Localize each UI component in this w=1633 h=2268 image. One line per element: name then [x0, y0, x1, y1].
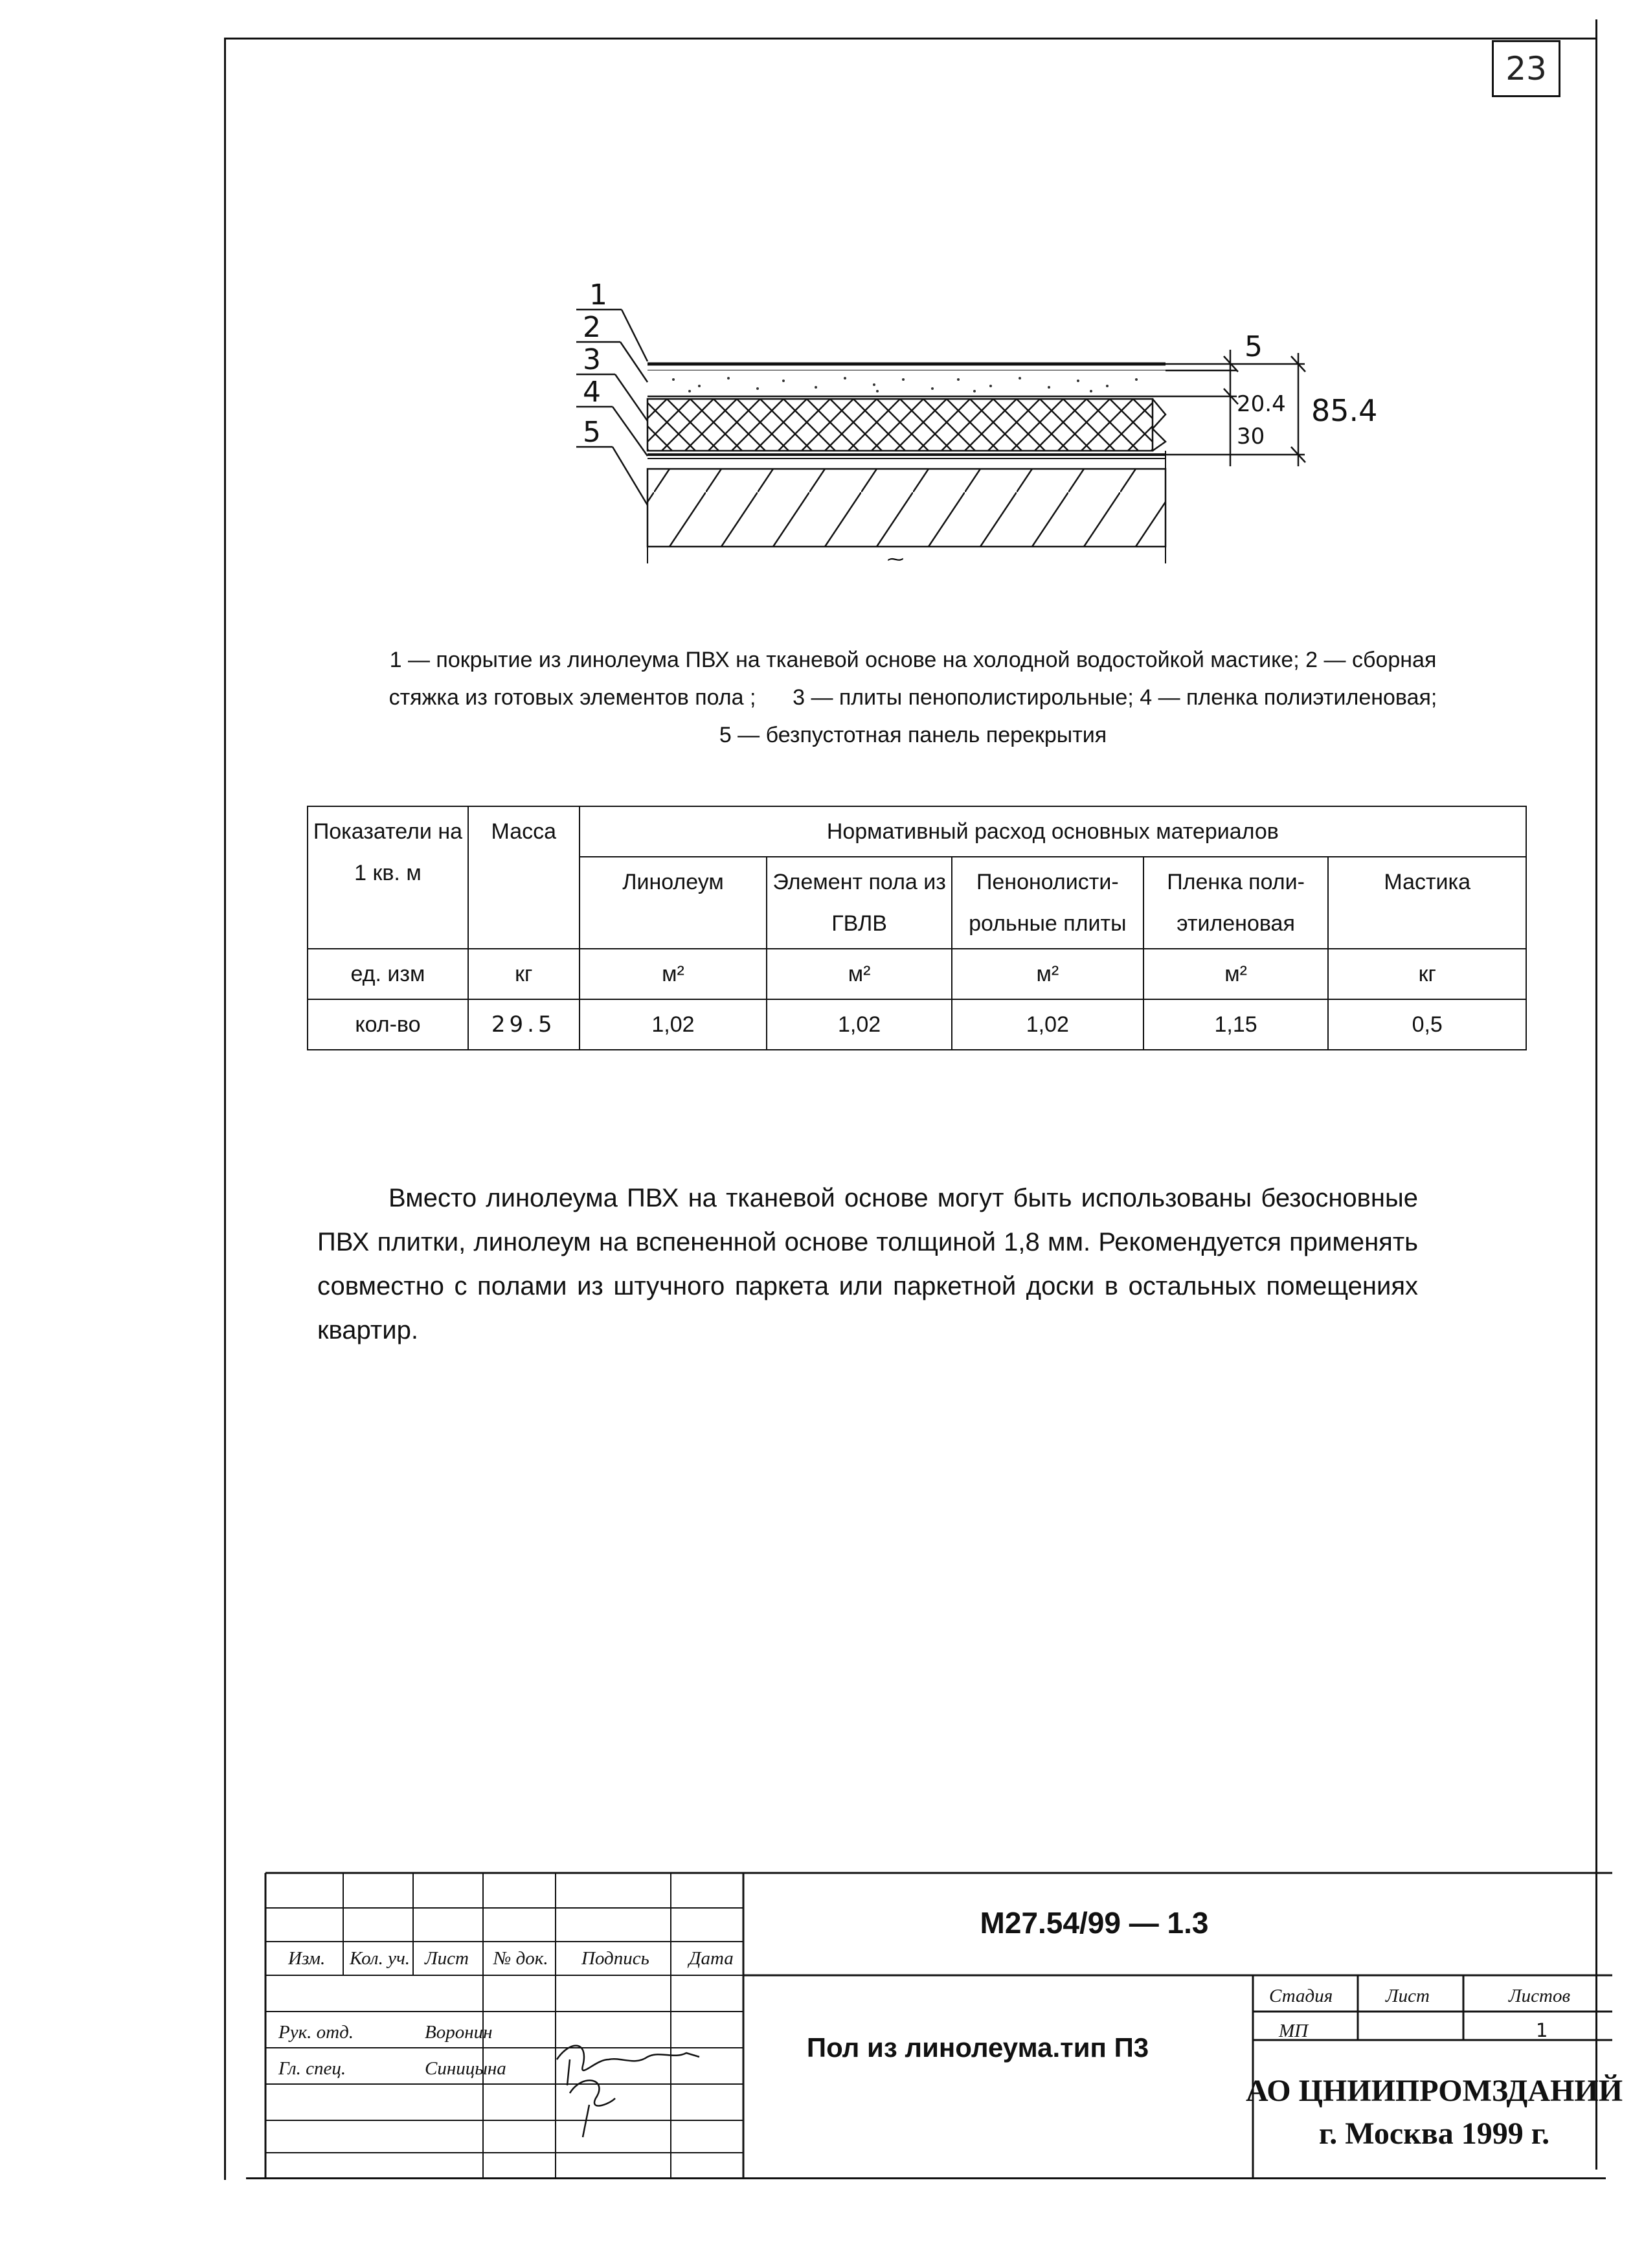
header-material: Пенонолисти-рольные плиты — [952, 857, 1143, 949]
tb-sheets-header: Листов — [1509, 1986, 1571, 2006]
callout-2: 2 — [583, 311, 601, 344]
signature-marks — [557, 2046, 699, 2137]
tb-role-chief: Гл. спец. — [278, 2058, 346, 2079]
frame-right — [1595, 19, 1597, 2170]
header-material: Пленка поли-этиленовая — [1143, 857, 1329, 949]
header-material: Линолеум — [580, 857, 767, 949]
dim-screed: 20.4 — [1237, 391, 1286, 417]
tb-role-head: Рук. отд. — [278, 2022, 354, 2043]
unit-cell: м² — [767, 949, 952, 999]
unit-cell: м² — [580, 949, 767, 999]
tb-header-izm: Изм. — [288, 1948, 326, 1969]
dim-top-layer: 5 — [1244, 330, 1263, 363]
tb-stage-header: Стадия — [1269, 1986, 1333, 2006]
unit-cell: м² — [952, 949, 1143, 999]
floor-section-drawing — [550, 259, 1457, 570]
header-mass: Масса — [468, 806, 580, 949]
document-title: Пол из линолеума.тип П3 — [806, 2032, 1149, 2063]
qty-cell: 0,5 — [1328, 999, 1526, 1050]
dim-insulation: 30 — [1237, 424, 1265, 449]
tb-header-date: Дата — [689, 1948, 734, 1969]
document-code: М27.54/99 — 1.3 — [980, 1906, 1209, 1940]
material-consumption-table — [307, 806, 1527, 1050]
layer-screed — [648, 370, 1166, 396]
note-paragraph: Вместо линолеума ПВХ на тканевой основе могут быть использованы безосновные ПВХ плитки, линолеум на вспененной основе толщиной 1,8 мм. Рекомендуется применять совместно с полами из штучного паркета или паркетной доски в остальных помещениях квартир. — [317, 1184, 1418, 1344]
qty-cell: 1,02 — [580, 999, 767, 1050]
header-group: Нормативный расход основных материалов — [580, 806, 1526, 857]
units-label: ед. изм — [308, 949, 468, 999]
tb-header-doc: № док. — [493, 1948, 548, 1969]
qty-label: кол-во — [308, 999, 468, 1050]
tb-header-sign: Подпись — [581, 1948, 649, 1969]
tb-header-kol: Кол. уч. — [350, 1948, 411, 1969]
frame-top — [224, 38, 1597, 40]
tb-name-sinitsyna: Синицына — [425, 2058, 506, 2079]
svg-text:⁓: ⁓ — [887, 549, 904, 569]
header-material: Мастика — [1328, 857, 1526, 949]
dim-total: 85.4 — [1311, 393, 1378, 428]
callout-5: 5 — [583, 416, 601, 449]
org-city-year: г. Москва 1999 г. — [1318, 2116, 1550, 2151]
qty-cell: 1,15 — [1143, 999, 1329, 1050]
tb-header-list: Лист — [425, 1948, 469, 1969]
tb-sheets-value: 1 — [1536, 2019, 1548, 2041]
organization — [1243, 2070, 1625, 2155]
frame-left — [224, 38, 226, 2180]
qty-cell: 1,02 — [952, 999, 1143, 1050]
callout-1: 1 — [589, 278, 607, 312]
unit-cell: кг — [1328, 949, 1526, 999]
mass-unit: кг — [468, 949, 580, 999]
unit-cell: м² — [1143, 949, 1329, 999]
org-name: АО ЦНИИПРОМЗДАНИЙ — [1245, 2074, 1623, 2108]
drawing-legend — [311, 641, 1515, 754]
header-indicators: Показатели на 1 кв. м — [308, 806, 468, 949]
callout-3: 3 — [583, 343, 601, 376]
layer-slab — [648, 469, 1166, 547]
layer-insulation — [648, 399, 1153, 451]
legend-line-3: 5 — безпустотная панель перекрытия — [719, 723, 1107, 747]
tb-sheet-header: Лист — [1386, 1986, 1430, 2006]
legend-line-2: стяжка из готовых элементов пола ; 3 — плиты пенополистирольные; 4 — пленка полиэтиленовая; — [389, 685, 1437, 710]
mass-value: 29.5 — [468, 999, 580, 1050]
qty-cell: 1,02 — [767, 999, 952, 1050]
tb-name-voronin: Воронин — [425, 2022, 493, 2043]
callout-4: 4 — [583, 376, 601, 409]
page-number: 23 — [1492, 40, 1560, 97]
header-material: Элемент пола из ГВЛВ — [767, 857, 952, 949]
tb-stage-value: МП — [1279, 2021, 1309, 2041]
legend-line-1: 1 — покрытие из линолеума ПВХ на тканевой основе на холодной водостойкой мастике; 2 — сборная — [389, 648, 1437, 672]
